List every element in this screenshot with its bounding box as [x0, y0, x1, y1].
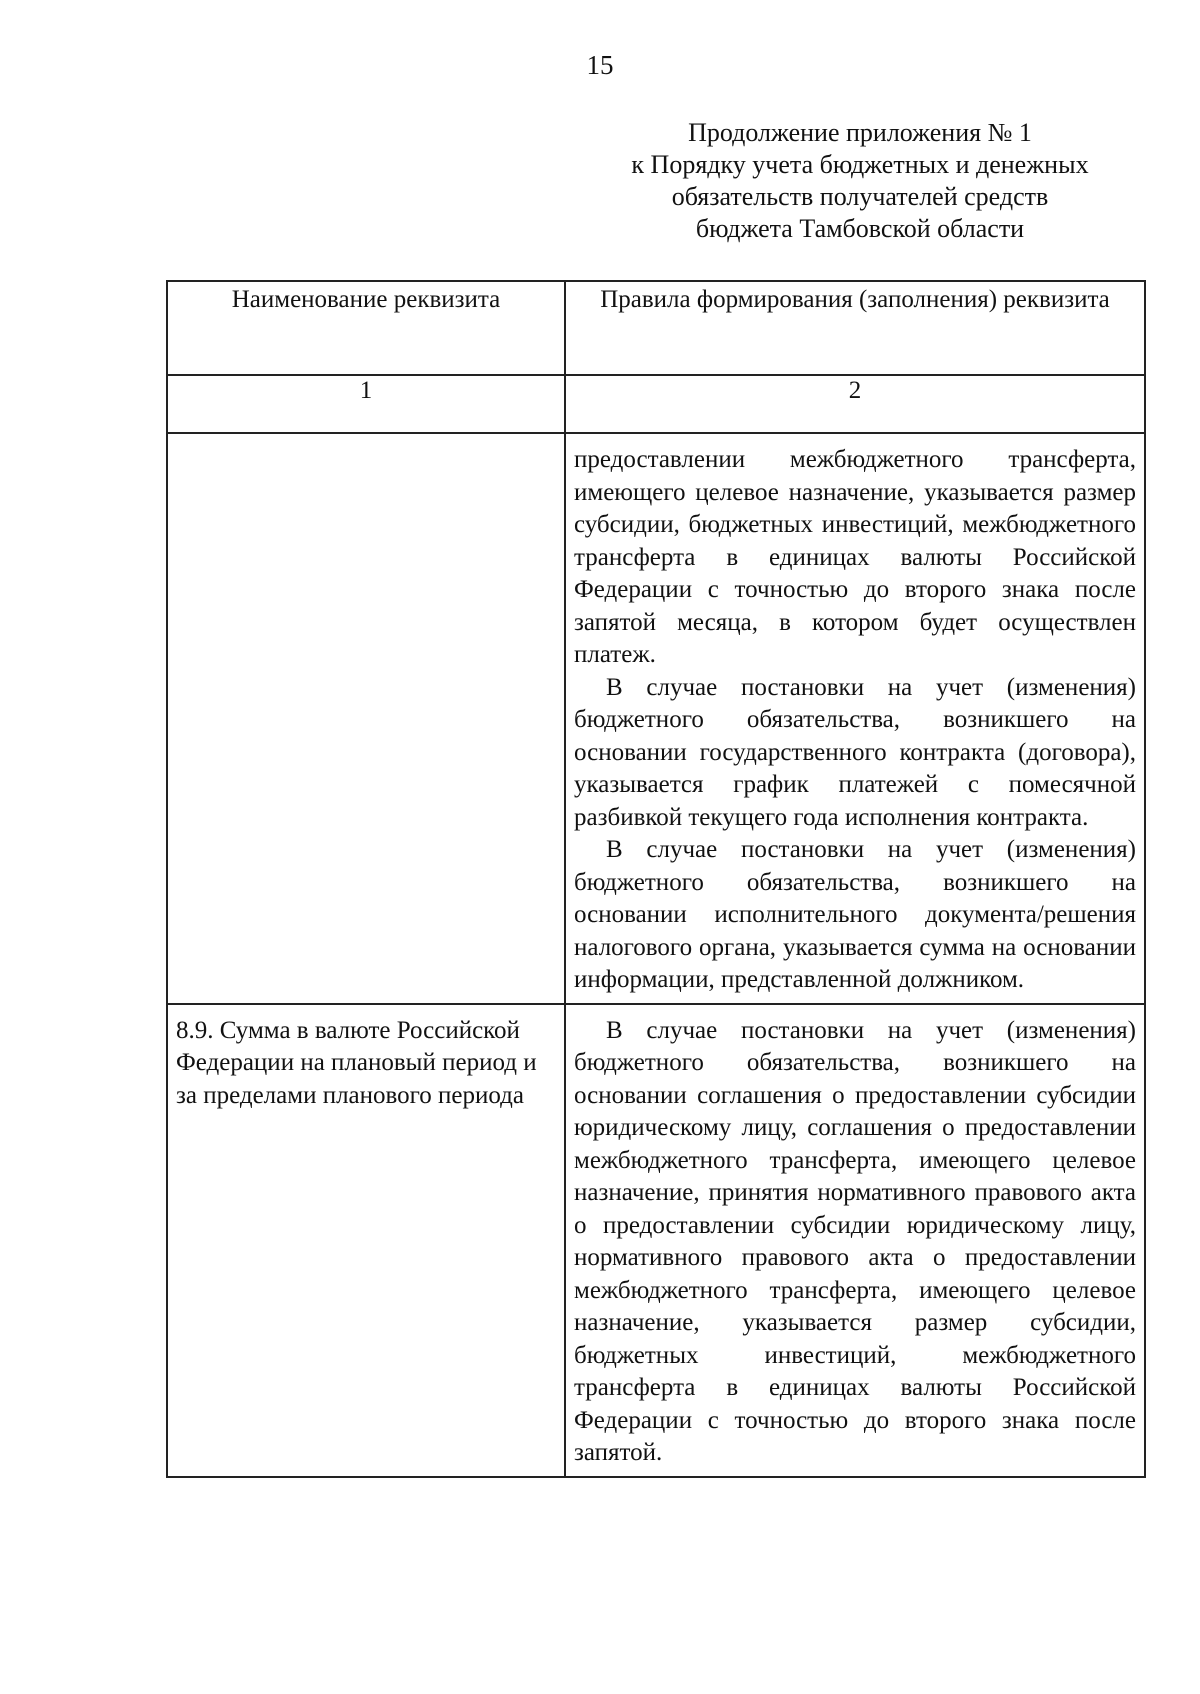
rule-paragraph: В случае постановки на учет (изменения) бюджетного обязательства, возникшего на основании государственного контракта (договора), указывается график платежей с помесячной разбивкой текущего года исполнения контракта.: [574, 673, 1136, 831]
column-header-rules: Правила формирования (заполнения) реквизита: [565, 281, 1145, 375]
requisite-name: 8.9. Сумма в валюте Российской Федерации на плановый период и за пределами планового периода: [167, 1004, 565, 1477]
header-line: обязательств получателей средств: [671, 182, 1049, 211]
header-line: к Порядку учета бюджетных и денежных: [631, 150, 1089, 179]
column-header-name: Наименование реквизита: [167, 281, 565, 375]
header-line: Продолжение приложения № 1: [688, 118, 1032, 147]
appendix-header: [590, 117, 1130, 245]
requisite-name: [167, 433, 565, 1004]
table-row: [167, 433, 1145, 1004]
table-header-row: [167, 281, 1145, 375]
rule-paragraph: В случае постановки на учет (изменения) бюджетного обязательства, возникшего на основании соглашения о предоставлении субсидии юридическому лицу, соглашения о предоставлении межбюджетного трансферта, имеющего целевое назначение, принятия нормативного правового акта о предоставлении субсидии юридическому лицу, нормативного правового акта о предоставлении межбюджетного трансферта, имеющего целевое назначение, указывается размер субсидии, бюджетных инвестиций, межбюджетного трансферта в единицах валюты Российской Федерации с точностью до второго знака после запятой.: [574, 1016, 1136, 1466]
column-number: 2: [565, 375, 1145, 433]
table-row: [167, 1004, 1145, 1477]
rule-paragraph: В случае постановки на учет (изменения) бюджетного обязательства, возникшего на основании исполнительного документа/решения налогового органа, указывается сумма на основании информации, представленной должником.: [574, 836, 1136, 993]
column-number-row: [167, 375, 1145, 433]
column-number: 1: [167, 375, 565, 433]
requisites-table: [166, 280, 1146, 1478]
rule-paragraph: предоставлении межбюджетного трансферта, имеющего целевое назначение, указывается размер субсидии, бюджетных инвестиций, межбюджетного трансферта в единицах валюты Российской Федерации с точностью до второго знака после запятой месяца, в котором будет осуществлен платеж.: [574, 446, 1136, 668]
requisite-rules: [565, 433, 1145, 1004]
requisite-rules: [565, 1004, 1145, 1477]
header-line: бюджета Тамбовской области: [695, 214, 1025, 243]
page-number: 15: [586, 50, 614, 80]
